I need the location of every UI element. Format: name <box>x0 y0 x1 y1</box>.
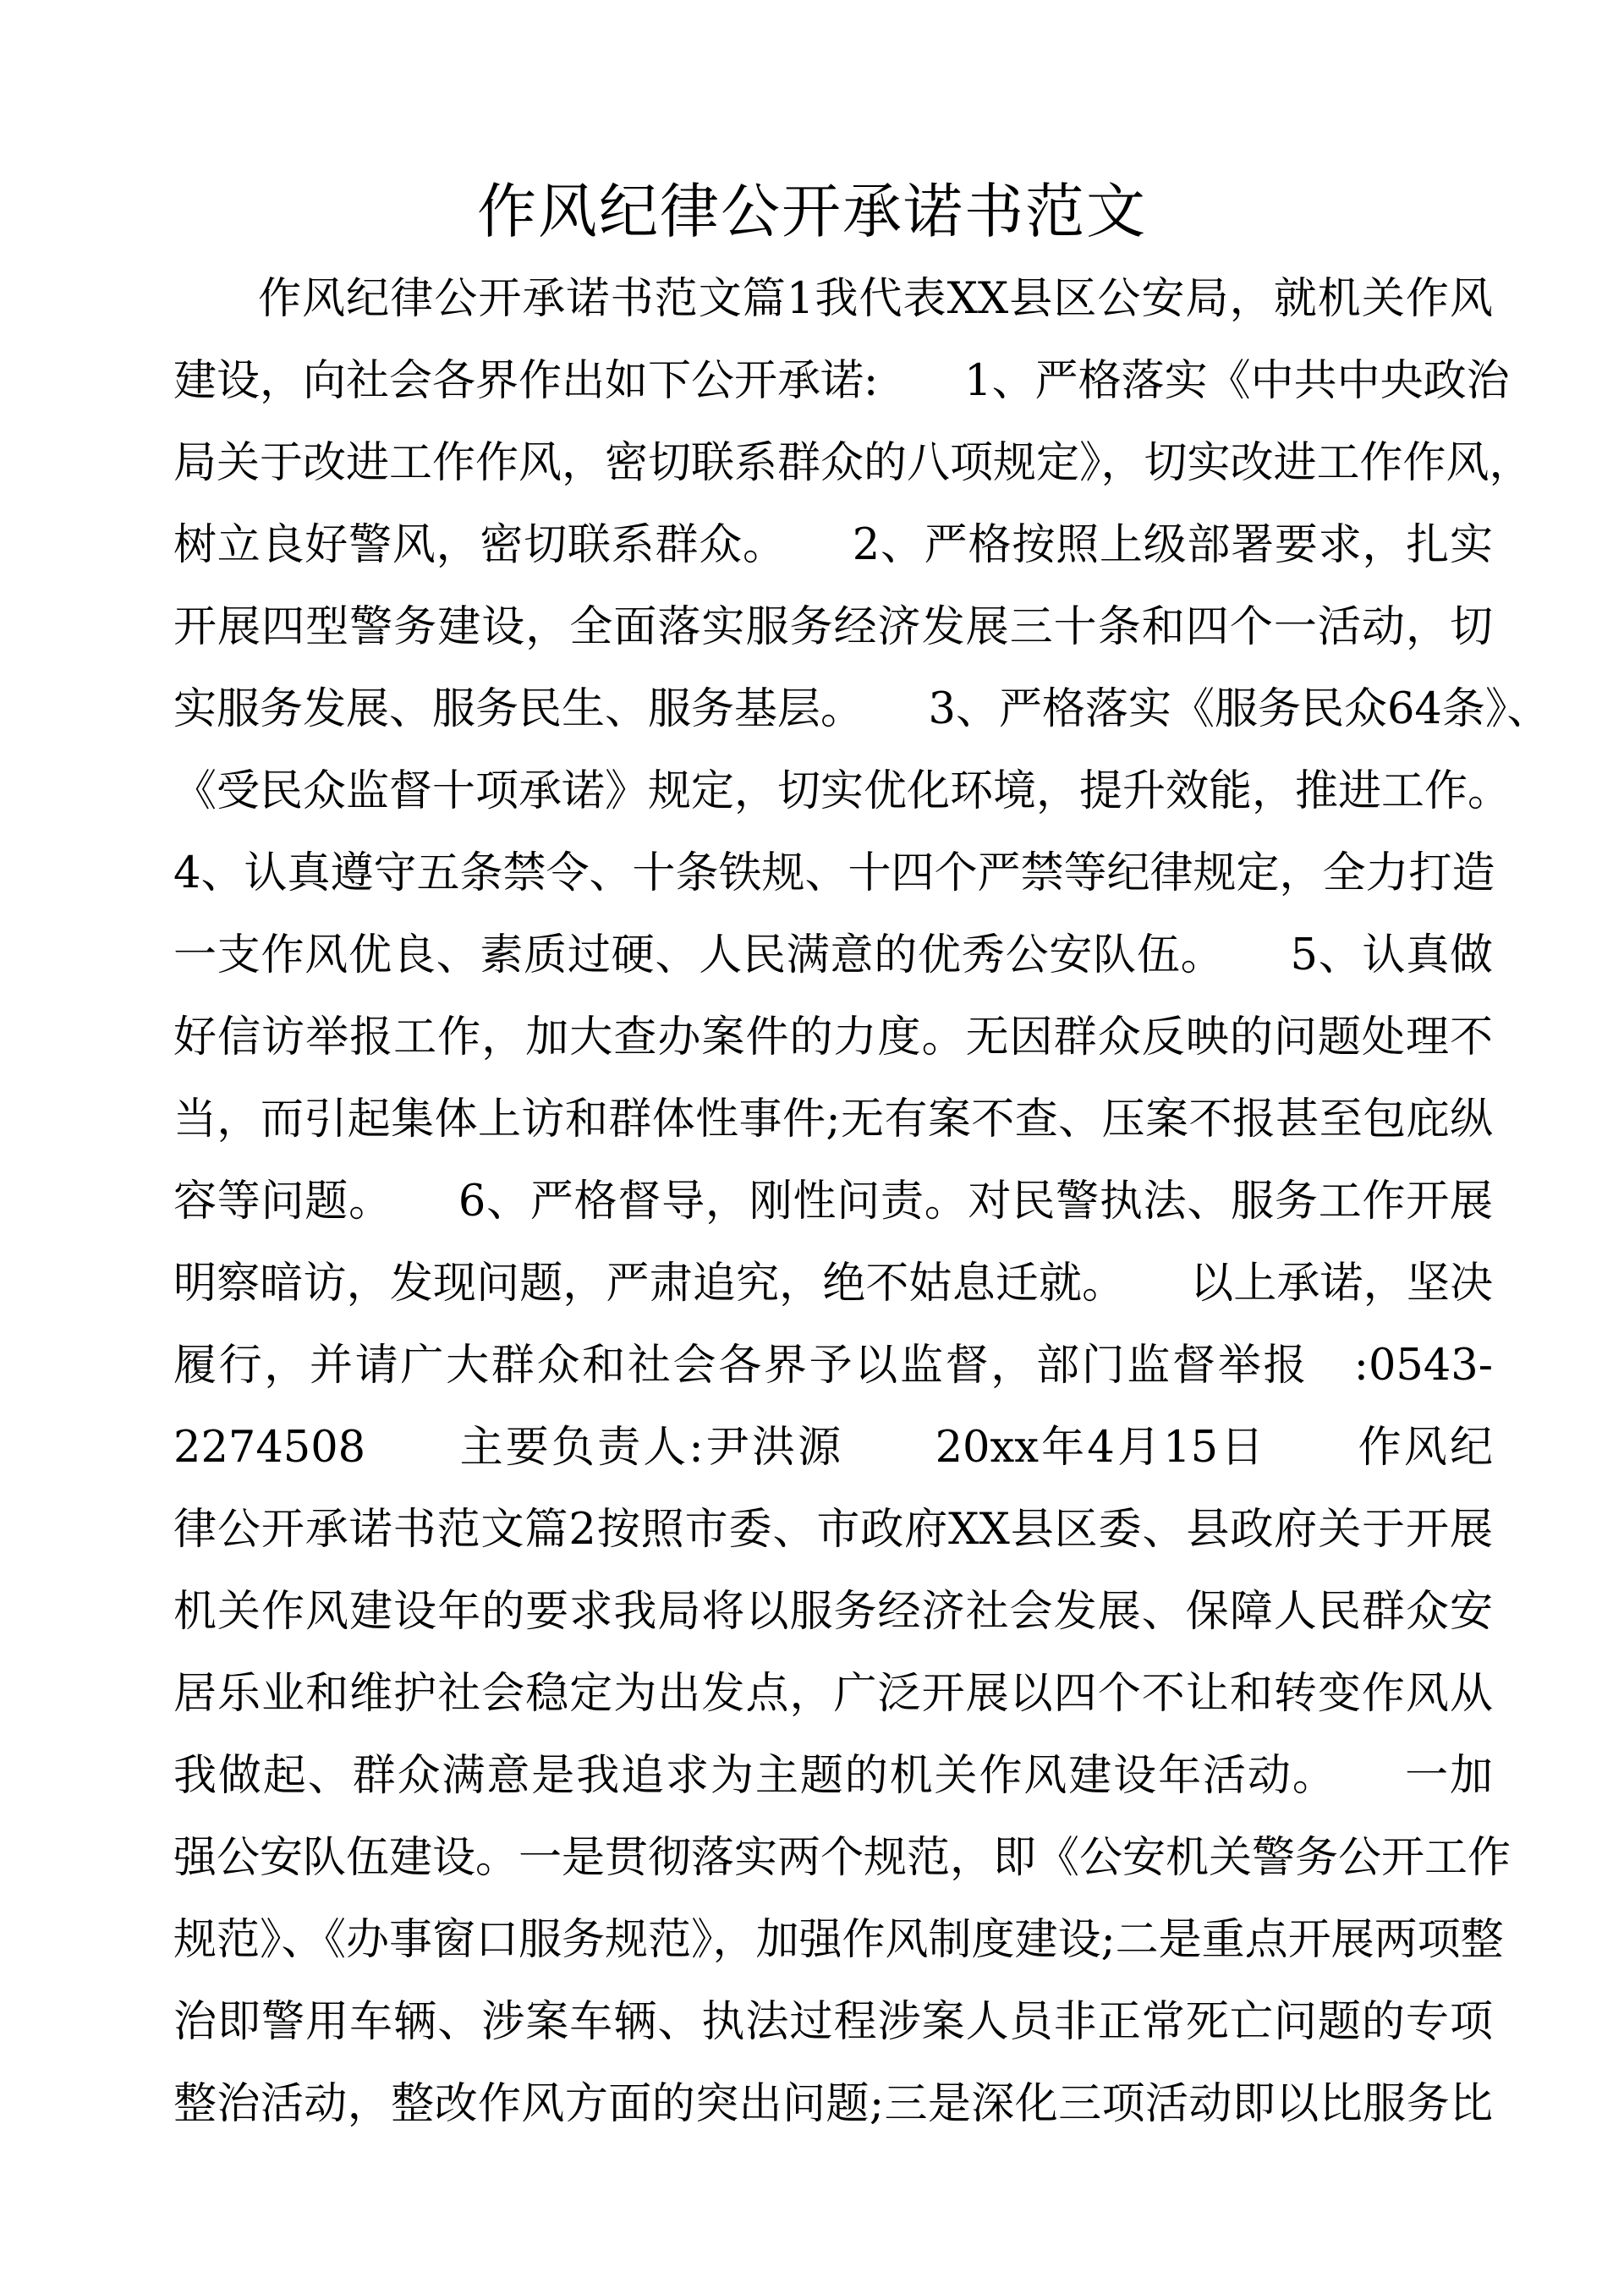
body-line: 4、认真遵守五条禁令、十条铁规、十四个严禁等纪律规定，全力打造 <box>173 848 1495 898</box>
body-line: 作风纪律公开承诺书范文篇1我代表XX县区公安局，就机关作风 <box>258 274 1493 324</box>
document-title: 作风纪律公开承诺书范文 <box>477 177 1147 246</box>
body-line: 明察暗访，发现问题，严肃追究，绝不姑息迁就。 以上承诺，坚决 <box>173 1259 1493 1309</box>
body-line: 强公安队伍建设。一是贯彻落实两个规范，即《公安机关警务公开工作 <box>173 1833 1512 1883</box>
body-line: 律公开承诺书范文篇2按照市委、市政府XX县区委、县政府关于开展 <box>173 1505 1493 1555</box>
body-line: 履行，并请广大群众和社会各界予以监督，部门监督举报 :0543- <box>173 1341 1493 1391</box>
body-line: 容等问题。 6、严格督导，刚性问责。对民警执法、服务工作开展 <box>173 1177 1493 1227</box>
body-line: 《受民众监督十项承诺》规定，切实优化环境，提升效能，推进工作。 <box>173 766 1512 816</box>
body-line: 树立良好警风，密切联系群众。 2、严格按照上级部署要求，扎实 <box>173 520 1493 570</box>
body-line: 建设，向社会各界作出如下公开承诺: 1、严格落实《中共中央政治 <box>173 356 1510 406</box>
body-line: 局关于改进工作作风，密切联系群众的八项规定》，切实改进工作作风， <box>173 438 1533 488</box>
document-body <box>173 258 1550 2145</box>
body-line: 实服务发展、服务民生、服务基层。 3、严格落实《服务民众64条》、 <box>173 684 1550 734</box>
body-line: 机关作风建设年的要求我局将以服务经济社会发展、保障人民群众安 <box>173 1587 1493 1637</box>
body-line: 好信访举报工作，加大查办案件的力度。无因群众反映的问题处理不 <box>173 1013 1493 1062</box>
body-line: 一支作风优良、素质过硬、人民满意的优秀公安队伍。 5、认真做 <box>173 930 1493 980</box>
body-line: 2274508 主要负责人:尹洪源 20xx年4月15日 作风纪 <box>173 1423 1493 1473</box>
body-line: 我做起、群众满意是我追求为主题的机关作风建设年活动。 一加 <box>173 1751 1493 1801</box>
body-line: 当，而引起集体上访和群体性事件;无有案不查、压案不报甚至包庇纵 <box>173 1095 1493 1144</box>
body-line: 开展四型警务建设，全面落实服务经济发展三十条和四个一活动，切 <box>173 602 1493 652</box>
body-line: 治即警用车辆、涉案车辆、执法过程涉案人员非正常死亡问题的专项 <box>173 1997 1493 2047</box>
body-line: 整治活动，整改作风方面的突出问题;三是深化三项活动即以比服务比 <box>173 2079 1493 2129</box>
body-line: 居乐业和维护社会稳定为出发点，广泛开展以四个不让和转变作风从 <box>173 1669 1493 1719</box>
body-line: 规范》、《办事窗口服务规范》，加强作风制度建设;二是重点开展两项整 <box>173 1915 1504 1965</box>
